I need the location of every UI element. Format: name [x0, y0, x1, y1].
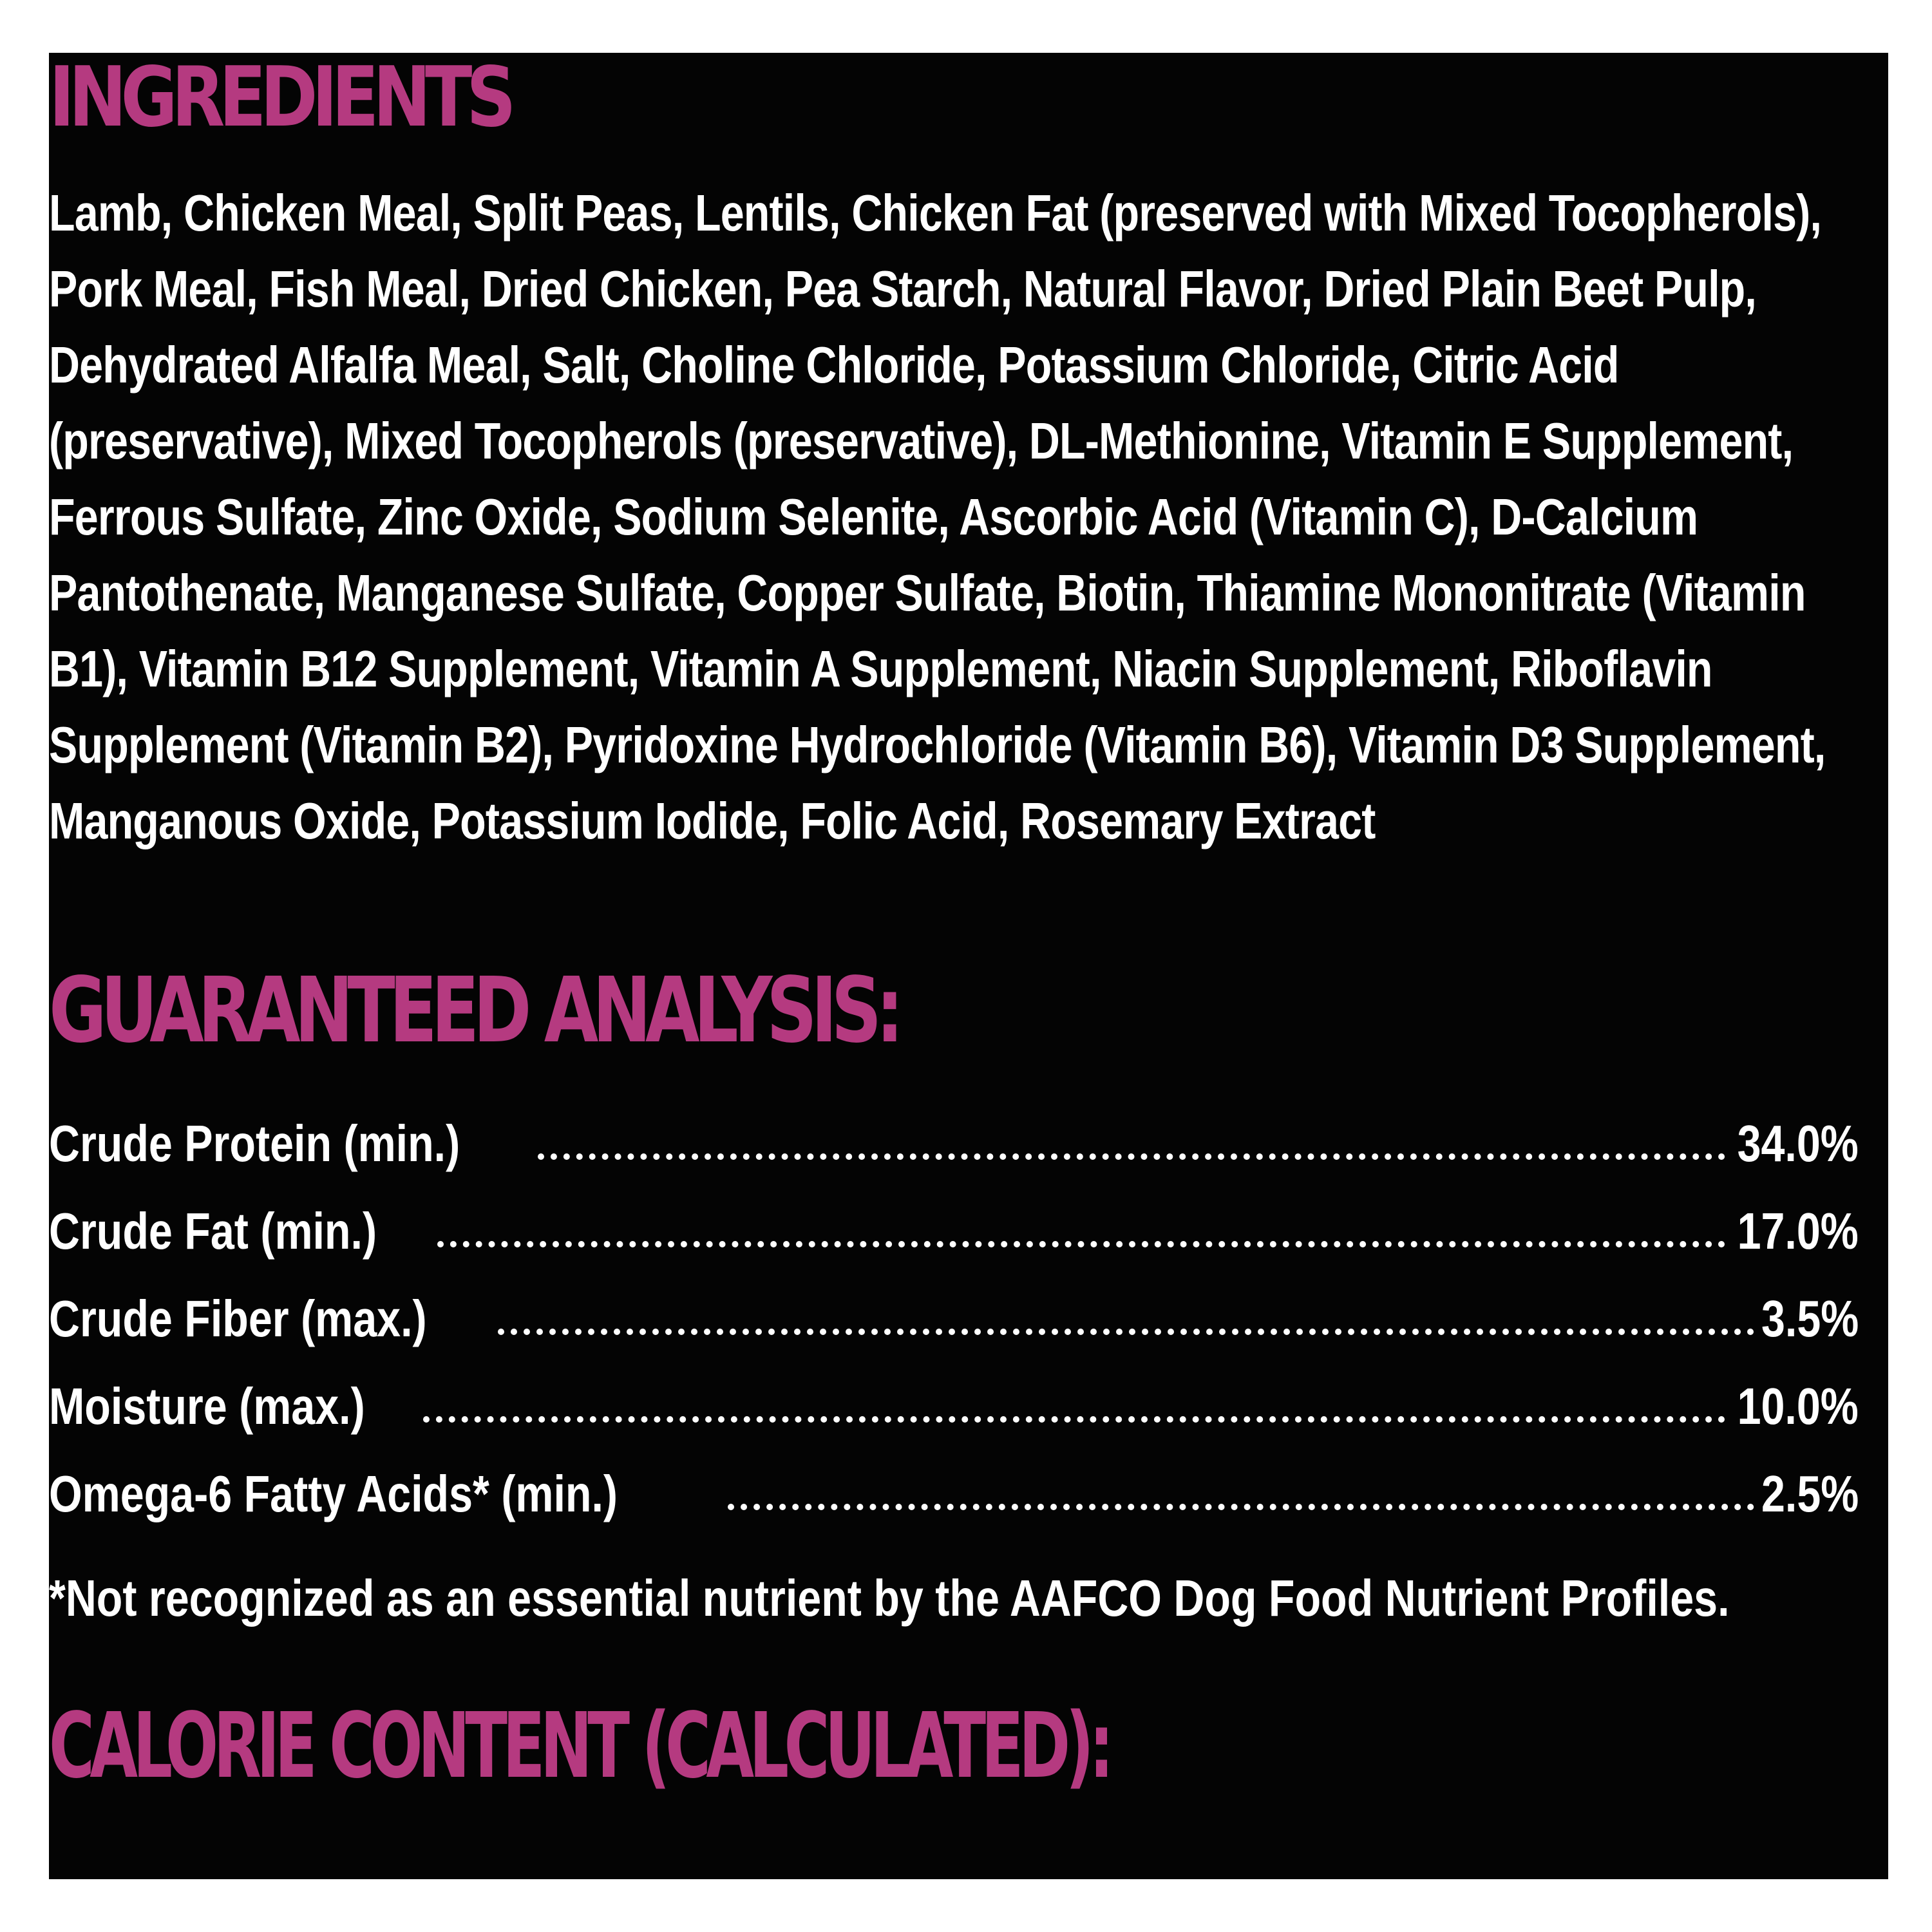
dot-leader — [437, 1241, 1725, 1247]
nutrition-label-panel — [49, 50, 1888, 1928]
calorie-content-value: 3759 kcal ME/kg, 454 kcal ME/cup — [49, 1871, 732, 1928]
analysis-row-value: 3.5% — [1761, 1290, 1859, 1347]
analysis-row-crude-protein — [49, 1114, 1859, 1202]
ingredients-heading: INGREDIENTS — [49, 50, 511, 146]
dot-leader — [728, 1504, 1754, 1510]
analysis-row-moisture — [49, 1377, 1859, 1464]
analysis-footnote: *Not recognized as an essential nutrient by the AAFCO Dog Food Nutrient Profiles. — [49, 1569, 1730, 1627]
dot-leader — [498, 1329, 1754, 1335]
guaranteed-analysis-table — [49, 1114, 1859, 1552]
analysis-row-omega-6 — [49, 1464, 1859, 1552]
analysis-row-label: Omega-6 Fatty Acids* (min.) — [49, 1465, 618, 1522]
calorie-content-heading: CALORIE CONTENT (CALCULATED): — [49, 1694, 1110, 1799]
analysis-row-crude-fat — [49, 1202, 1859, 1289]
analysis-row-value: 10.0% — [1737, 1378, 1859, 1435]
analysis-row-label: Crude Fat (min.) — [49, 1202, 377, 1260]
analysis-row-label: Crude Protein (min.) — [49, 1115, 460, 1172]
analysis-row-label: Crude Fiber (max.) — [49, 1290, 427, 1347]
analysis-row-crude-fiber — [49, 1289, 1859, 1377]
ingredients-list: Lamb, Chicken Meal, Split Peas, Lentils, Chicken Fat (preserved with Mixed Tocopherols), Pork Meal, Fish Meal, Dried Chicken, Pea Starch, Natural Flavor, Dried Plain Beet Pulp, Dehydrated Alfalfa Meal, Salt, Choline Chloride, Potassium Chloride, Citric Acid (preservative), Mixed Tocopherols (preservative), DL-Methionine, Vitamin E Supplement, Ferrous Sulfate, Zinc Oxide, Sodium Selenite, Ascorbic Acid (Vitamin C), D-Calcium Pantothenate, Manganese Sulfate, Copper Sulfate, Biotin, Thiamine Mononitrate (Vitamin B1), Vitamin B12 Supplement, Vitamin A Supplement, Niacin Supplement, Riboflavin Supplement (Vitamin B2), Pyridoxine Hydrochloride (Vitamin B6), Vitamin D3 Supplement, Manganous Oxide, Potassium Iodide, Folic Acid, Rosemary Extract — [49, 184, 1826, 849]
dot-leader — [538, 1153, 1725, 1160]
guaranteed-analysis-heading: GUARANTEED ANALYSIS: — [49, 958, 898, 1063]
dot-leader — [423, 1416, 1725, 1423]
analysis-row-value: 34.0% — [1737, 1115, 1859, 1172]
analysis-row-value: 17.0% — [1737, 1202, 1859, 1260]
analysis-row-value: 2.5% — [1761, 1465, 1859, 1522]
analysis-row-label: Moisture (max.) — [49, 1378, 365, 1435]
